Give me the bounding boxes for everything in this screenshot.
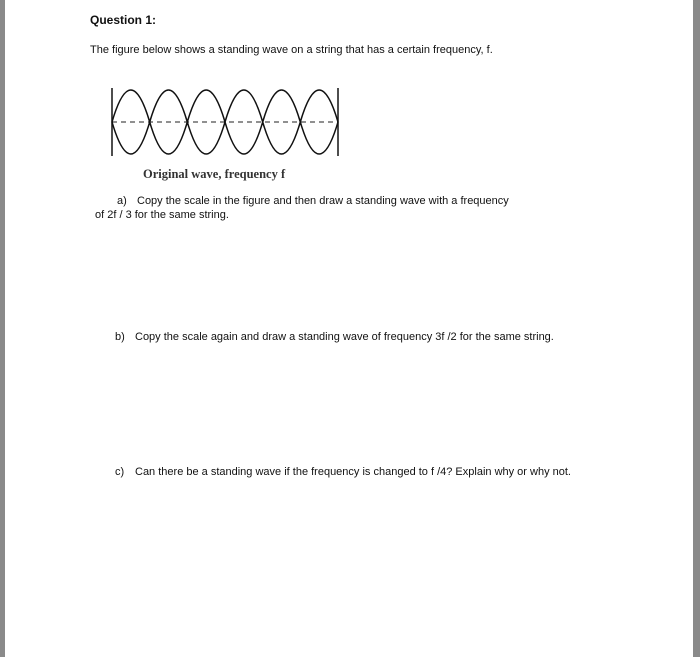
wave-upper-envelope — [112, 90, 338, 122]
part-b — [115, 330, 554, 345]
part-c — [115, 465, 571, 480]
wave-lower-envelope — [112, 122, 338, 154]
question-title: Question 1: — [90, 13, 157, 27]
part-b-label: b) — [115, 331, 125, 343]
figure-caption: Original wave, frequency f — [143, 167, 286, 181]
part-a-line-1 — [117, 194, 509, 209]
question-intro: The figure below shows a standing wave on a string that has a certain frequency, f. — [90, 44, 493, 56]
part-a-label: a) — [117, 195, 127, 207]
part-c-label: c) — [115, 466, 125, 478]
document-page — [5, 0, 693, 657]
part-a-text-line-1: Copy the scale in the figure and then draw a standing wave with a frequency — [137, 195, 509, 207]
part-b-text: Copy the scale again and draw a standing wave of frequency 3f /2 for the same string. — [135, 331, 554, 343]
part-a-text-line-2: of 2f / 3 for the same string. — [95, 209, 229, 221]
part-c-text: Can there be a standing wave if the frequency is changed to f /4? Explain why or why not. — [135, 466, 571, 478]
standing-wave-figure — [109, 86, 345, 158]
